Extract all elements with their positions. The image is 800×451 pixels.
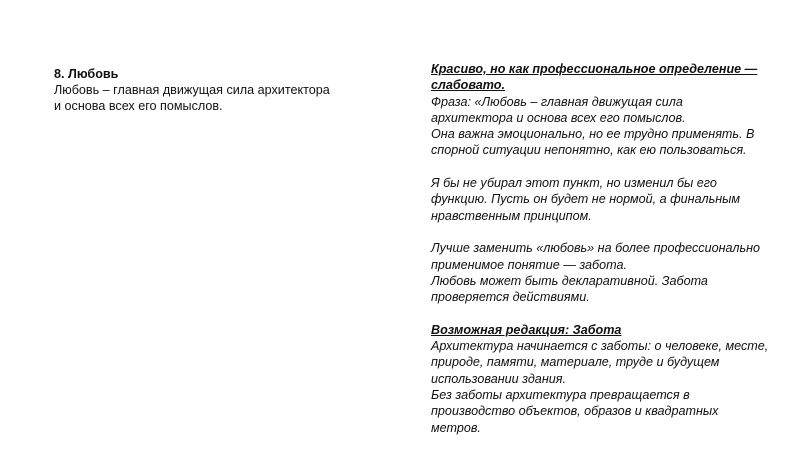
paragraph-gap (431, 224, 783, 240)
edit-line-1: Архитектура начинается с заботы: о человеке, месте, (431, 339, 769, 354)
edit-line-2: природе, памяти, материале, труде и будущем (431, 355, 720, 370)
without-line-2: производство объектов, образов и квадратных (431, 404, 719, 419)
note-line-2: спорной ситуации непонятно, как ею пользоваться. (431, 143, 747, 158)
keep-line-1: Я бы не убирал этот пункт, но изменил бы его (431, 176, 717, 191)
section-title: 8. Любовь (54, 67, 119, 81)
without-line-1: Без заботы архитектура превращается в (431, 387, 690, 402)
edit-line-3: использовании здания. (431, 371, 566, 386)
without-line-3: метров. (431, 420, 481, 435)
principle-text-line-1: Любовь – главная движущая сила архитектора (54, 83, 330, 97)
replace-line-1: Лучше заменить «любовь» на более профессионально (431, 241, 761, 256)
quote-line-1: Фраза: «Любовь – главная движущая сила (431, 94, 683, 109)
declare-line-2: проверяется действиями. (431, 290, 590, 305)
edit-heading: Возможная редакция: Забота (431, 322, 622, 337)
replace-line-2: применимое понятие — забота. (431, 257, 627, 272)
declare-line-1: Любовь может быть декларативной. Забота (431, 273, 708, 288)
commentary-column (431, 61, 783, 436)
verdict-line-2: слабовато. (431, 78, 506, 93)
note-line-1: Она важна эмоционально, но ее трудно применять. В (431, 127, 755, 142)
keep-line-2: функцию. Пусть он будет не нормой, а финальным (431, 192, 741, 207)
paragraph-gap (431, 159, 783, 175)
principle-text-line-2: и основа всех его помыслов. (54, 99, 223, 113)
paragraph-gap (431, 305, 783, 321)
keep-line-3: нравственным принципом. (431, 208, 592, 223)
verdict-line-1: Красиво, но как профессиональное определение — (431, 62, 758, 76)
left-column (54, 66, 384, 114)
quote-line-2: архитектора и основа всех его помыслов. (431, 110, 686, 125)
